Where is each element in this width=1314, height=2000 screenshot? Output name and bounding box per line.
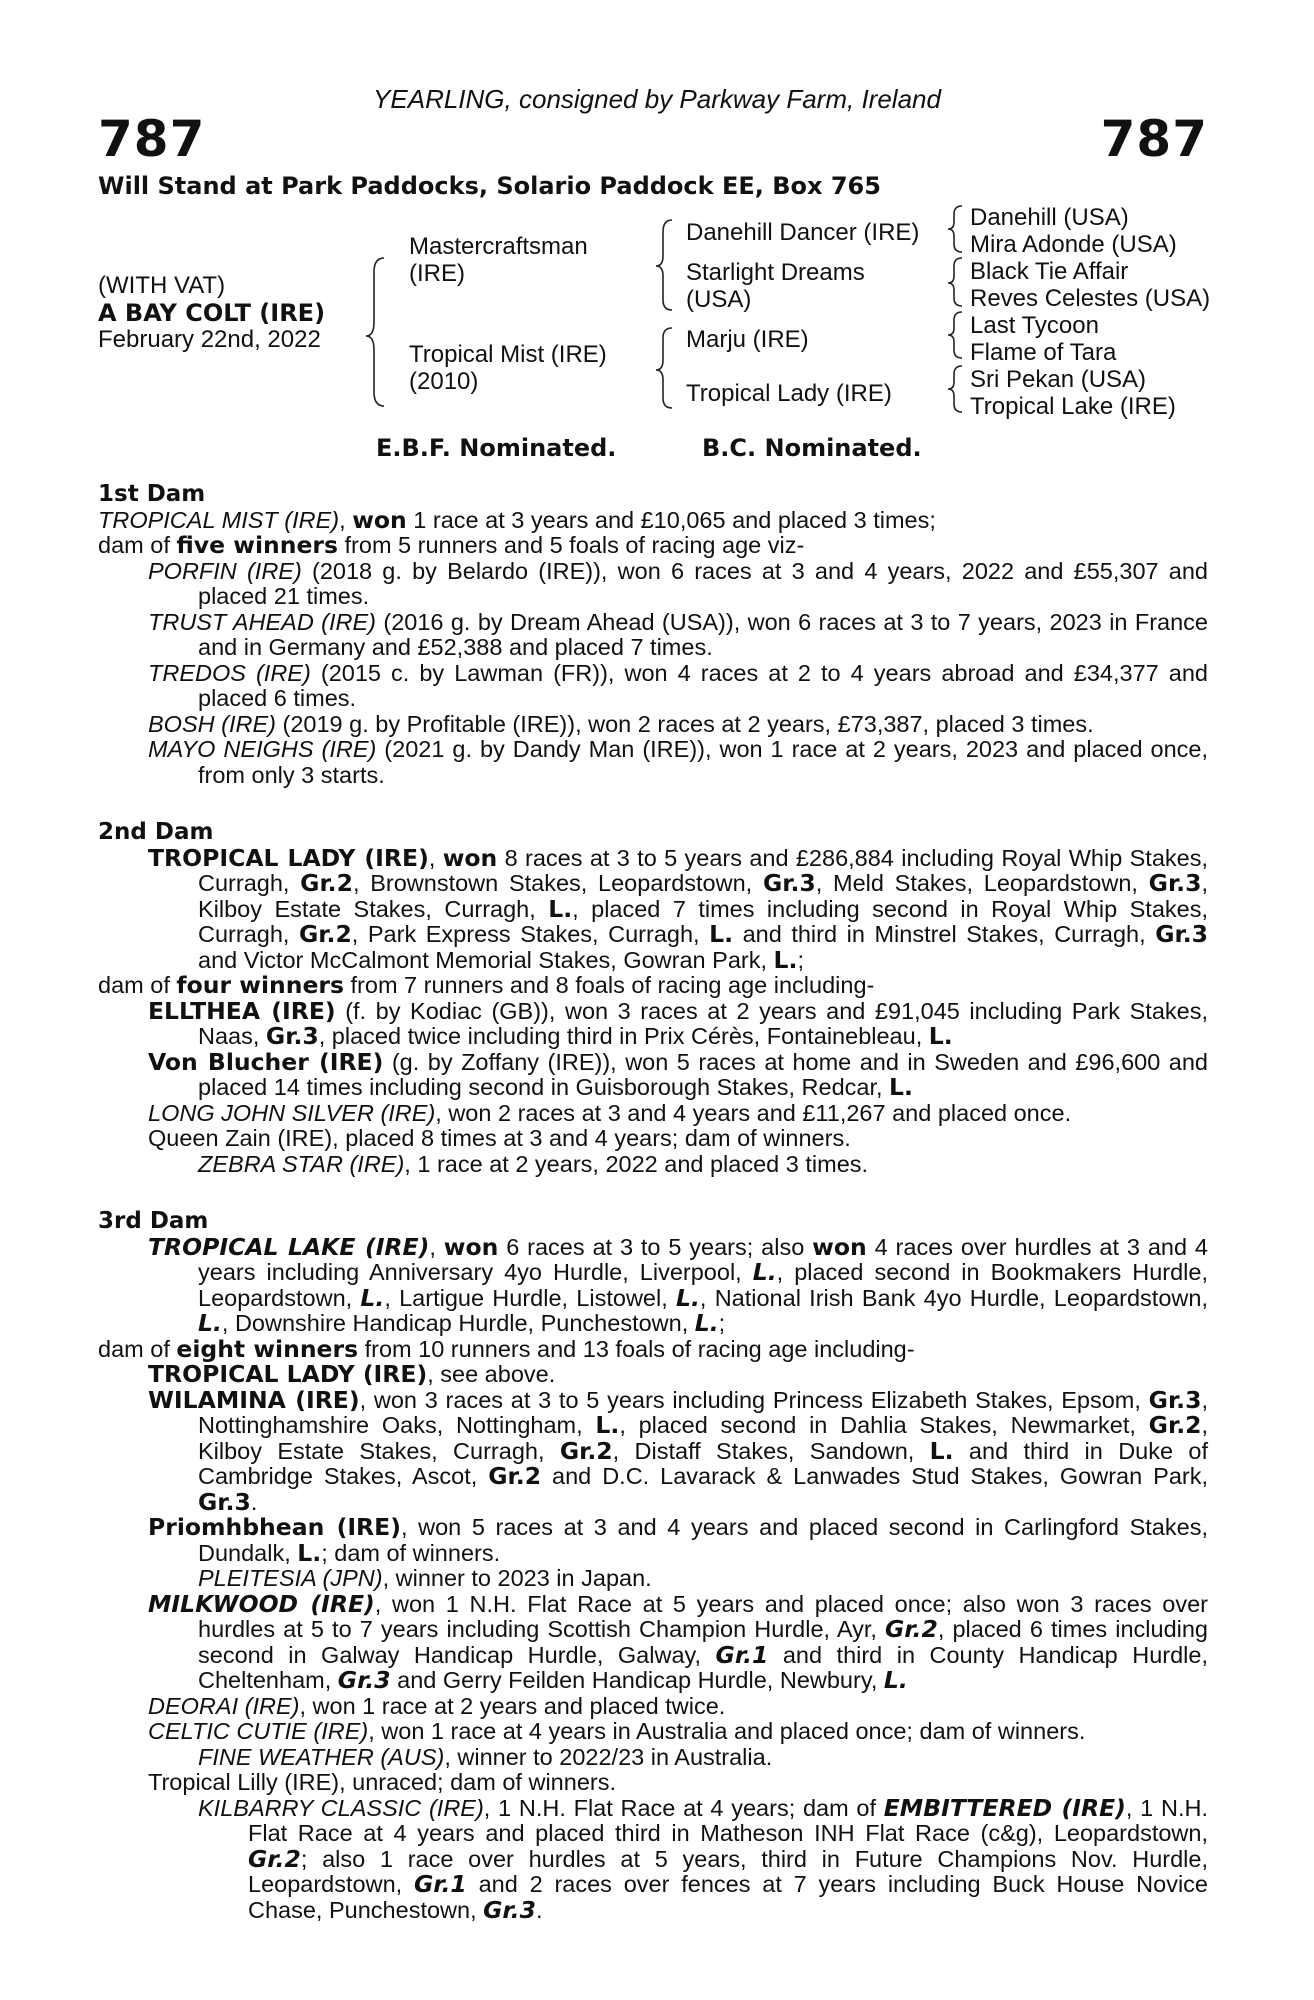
text: , Park Express Stakes, Curragh,	[351, 921, 710, 947]
grandproduce-fine-weather	[98, 1745, 1208, 1771]
produce-queen-zain: Queen Zain (IRE), placed 8 times at 3 and 4 years; dam of winners.	[148, 1125, 851, 1151]
second-dam-heading: 2nd Dam	[98, 819, 214, 845]
grandproduce-pleitesia	[98, 1566, 1208, 1592]
lot-number-right: 787	[1100, 110, 1208, 168]
grade: Gr.3	[483, 1895, 536, 1924]
text: (2018 g. by Belardo (IRE)), won 6 races at 3 and 4 years, 2022 and £55,307 and placed 21 times.	[198, 557, 1208, 609]
gen3-5: Last Tycoon	[970, 312, 1099, 339]
text: and Gerry Feilden Handicap Hurdle, Newbury,	[390, 1667, 884, 1693]
horse-name: ELLTHEA (IRE)	[148, 996, 336, 1025]
text: (f. by Kodiac (GB)), won 3 races at 2 years and £91,045 including Park Stakes, Naas,	[198, 997, 1208, 1049]
grade: Gr.2	[300, 869, 353, 897]
grade: L.	[198, 1309, 222, 1337]
produce-porfin	[98, 559, 1208, 610]
grade: Gr.2	[559, 1436, 613, 1465]
text: , won 3 races at 3 to 5 years including Princess Elizabeth Stakes, Epsom,	[359, 1386, 1149, 1413]
text: , Brownstown Stakes, Leopardstown,	[352, 870, 763, 896]
produce-mayo-neighs	[98, 737, 1208, 788]
first-dam-heading: 1st Dam	[98, 481, 206, 507]
text: , Downshire Handicap Hurdle, Punchestown,	[221, 1310, 695, 1336]
text: , winner to 2022/23 in Australia.	[444, 1743, 773, 1770]
grade: Gr.3	[762, 869, 816, 897]
text: , winner to 2023 in Japan.	[382, 1565, 652, 1591]
sire-name-suffix: (IRE)	[409, 260, 465, 287]
sire-sire: Danehill Dancer (IRE)	[686, 219, 920, 246]
sire-dam-suffix: (USA)	[686, 286, 752, 313]
produce-tredos	[98, 661, 1208, 712]
grade: Gr.2	[885, 1615, 938, 1643]
grade: Gr.2	[298, 920, 352, 948]
text: ,	[429, 1233, 444, 1260]
text: , Lartigue Hurdle, Listowel,	[384, 1284, 676, 1311]
gen2-upper-bracket	[656, 220, 672, 310]
horse-name: PORFIN (IRE)	[148, 557, 302, 584]
produce-ellthea	[98, 996, 1208, 1050]
text: , National Irish Bank 4yo Hurdle, Leopardstown,	[699, 1284, 1208, 1311]
text: (2019 g. by Profitable (IRE)), won 2 races at 2 years, £73,387, placed 3 times.	[275, 710, 1094, 737]
grade: Gr.3	[1155, 920, 1208, 948]
second-dam-record	[98, 843, 1209, 974]
ebf-nomination: E.B.F. Nominated.	[376, 434, 617, 462]
text: ; dam of winners.	[321, 1539, 501, 1566]
grade: Gr.3	[337, 1666, 391, 1694]
gen3-7: Sri Pekan (USA)	[970, 366, 1147, 393]
dam-sire: Marju (IRE)	[686, 326, 809, 353]
subject-name: A BAY COLT (IRE)	[98, 299, 326, 327]
dam-dam: Tropical Lady (IRE)	[686, 380, 892, 407]
grade: Gr.3	[198, 1487, 251, 1516]
won-text: won	[442, 843, 498, 872]
grade: Gr.1	[413, 1870, 467, 1898]
produce-priomhbhean	[98, 1515, 1208, 1566]
grade: L.	[929, 1436, 954, 1465]
horse-name: BOSH (IRE)	[148, 710, 276, 737]
won-text: won	[812, 1232, 867, 1261]
gen1-bracket	[366, 258, 384, 406]
text: , placed 6 times including second in Galway Handicap Hurdle, Galway,	[198, 1616, 1208, 1668]
grade: Gr.2	[248, 1844, 301, 1873]
sire-name: Mastercraftsman	[409, 233, 588, 260]
horse-name: KILBARRY CLASSIC (IRE)	[198, 1794, 484, 1821]
horse-name: FINE WEATHER (AUS)	[198, 1743, 445, 1770]
text: ;	[797, 946, 804, 973]
text: 1 race at 3 years and £10,065 and placed 3 times;	[406, 506, 936, 533]
produce-deorai	[98, 1694, 1208, 1720]
text: , 1 race at 2 years, 2022 and placed 3 times.	[404, 1150, 869, 1177]
horse-name: DEORAI (IRE)	[148, 1692, 300, 1719]
lot-number-left: 787	[98, 110, 206, 168]
text: dam of	[98, 532, 177, 558]
text: from 10 runners and 13 foals of racing age including-	[358, 1335, 915, 1362]
text: and 2 races over fences at 7 years including Buck House Novice Chase, Punchestown,	[248, 1871, 1208, 1923]
text: and Victor McCalmont Memorial Stakes, Gowran Park,	[198, 946, 774, 973]
grade: L.	[694, 1309, 719, 1337]
catalogue-body	[98, 482, 1208, 1923]
dam-name-text: TROPICAL MIST (IRE)	[98, 506, 340, 533]
gen3-brace-2	[948, 258, 962, 306]
produce-tropical-lady	[98, 1362, 1208, 1388]
text: (2016 g. by Dream Ahead (USA)), won 6 races at 3 to 7 years, 2023 in France and in Germany and £52,388 and placed 7 times.	[198, 608, 1208, 660]
bc-nomination: B.C. Nominated.	[702, 434, 922, 462]
text: , won 2 races at 3 and 4 years and £11,267 and placed once.	[435, 1099, 1072, 1126]
produce-tropical-lilly: Tropical Lilly (IRE), unraced; dam of winners.	[148, 1769, 616, 1795]
horse-name: EMBITTERED (IRE)	[883, 1793, 1126, 1822]
text: (g. by Zoffany (IRE)), won 5 races at home and in Sweden and £96,600 and placed 14 times including second in Guisborough Stakes, Redcar,	[198, 1048, 1208, 1100]
grade: L.	[883, 1666, 908, 1694]
text: (2015 c. by Lawman (FR)), won 4 races at 2 to 4 years abroad and £34,377 and placed 6 times.	[198, 659, 1209, 711]
text: dam of	[98, 1335, 177, 1362]
first-dam-produce-line	[98, 533, 1208, 559]
text: ,	[339, 506, 353, 533]
horse-name: Priomhbhean (IRE)	[148, 1513, 401, 1541]
text: 4 races over hurdles at 3 and 4 years including Anniversary 4yo Hurdle, Liverpool,	[198, 1233, 1208, 1285]
vat-note: (WITH VAT)	[98, 272, 226, 299]
text: ,	[428, 844, 443, 871]
grade: L.	[595, 1411, 620, 1439]
text: from 5 runners and 5 foals of racing age viz-	[337, 532, 805, 558]
produce-long-john-silver	[98, 1101, 1208, 1127]
text: , placed 7 times including second in Royal Whip Stakes, Curragh,	[198, 895, 1209, 947]
won-text: won	[352, 505, 407, 534]
gen2-lower-bracket	[656, 328, 672, 408]
horse-name: WILAMINA (IRE)	[148, 1385, 360, 1414]
text: , Distaff Stakes, Sandown,	[612, 1437, 930, 1464]
grade: Gr.2	[488, 1462, 542, 1490]
grade: L.	[752, 1258, 777, 1286]
winners-count: five winners	[176, 531, 338, 559]
grade: L.	[676, 1283, 700, 1312]
grade: L.	[889, 1073, 913, 1101]
text: ; also 1 race over hurdles at 5 years, third in Future Champions Nov. Hurdle, Leopardstown,	[248, 1845, 1208, 1897]
grade: Gr.3	[265, 1022, 319, 1050]
text: , Nottinghamshire Oaks, Nottingham,	[198, 1386, 1208, 1438]
grandproduce-kilbarry-classic	[98, 1793, 1208, 1924]
gen3-4: Reves Celestes (USA)	[970, 285, 1211, 312]
horse-name: ZEBRA STAR (IRE)	[198, 1150, 405, 1177]
dam-year: (2010)	[409, 368, 479, 395]
text: from 7 runners and 8 foals of racing age including-	[344, 972, 875, 998]
text: , won 1 N.H. Flat Race at 5 years and placed once; also won 3 races over hurdles at 5 to 7 years including Scottish Champion Hurdle, Ayr,	[198, 1590, 1208, 1642]
text: (2021 g. by Dandy Man (IRE)), won 1 race at 2 years, 2023 and placed once, from only 3 starts.	[198, 736, 1208, 788]
produce-von-blucher	[98, 1047, 1208, 1101]
text: dam of	[98, 972, 177, 998]
text: , 1 N.H. Flat Race at 4 years and placed third in Matheson INH Flat Race (c&g), Leopardstown,	[248, 1794, 1208, 1846]
winners-count: four winners	[176, 971, 344, 999]
grade: L.	[548, 894, 573, 923]
first-dam-record	[98, 505, 1208, 534]
text: , placed twice including third in Prix Cérès, Fontainebleau,	[318, 1023, 929, 1049]
produce-celtic-cutie	[98, 1719, 1208, 1745]
text: ;	[718, 1310, 726, 1336]
gen3-1: Danehill (USA)	[970, 204, 1129, 231]
subject-foaled: February 22nd, 2022	[98, 326, 321, 353]
grade: Gr.3	[1148, 1385, 1202, 1414]
gen3-brace-4	[948, 366, 962, 412]
consignor-line: YEARLING, consigned by Parkway Farm, Ireland	[373, 84, 941, 114]
grandproduce-zebra-star	[98, 1152, 1208, 1178]
text: , Kilboy Estate Stakes, Curragh,	[198, 870, 1208, 922]
text: , placed second in Dahlia Stakes, Newmarket,	[619, 1412, 1149, 1438]
text: and third in Duke of Cambridge Stakes, Ascot,	[198, 1437, 1209, 1489]
text: , won 1 race at 4 years in Australia and placed once; dam of winners.	[368, 1718, 1086, 1744]
gen3-2: Mira Adonde (USA)	[970, 231, 1177, 258]
grade: Gr.1	[715, 1640, 769, 1669]
text: and D.C. Lavarack & Lanwades Stud Stakes, Gowran Park,	[541, 1463, 1209, 1489]
horse-name: TROPICAL LADY (IRE)	[148, 843, 429, 872]
horse-name: MILKWOOD (IRE)	[148, 1589, 375, 1618]
text: and third in Minstrel Stakes, Curragh,	[733, 921, 1156, 947]
gen3-3: Black Tie Affair	[970, 258, 1129, 285]
horse-name: TROPICAL LAKE (IRE)	[148, 1232, 430, 1261]
grade: L.	[773, 945, 798, 974]
grade: L.	[709, 920, 734, 948]
produce-wilamina	[98, 1385, 1209, 1516]
horse-name: CELTIC CUTIE (IRE)	[148, 1718, 369, 1744]
grade: L.	[360, 1283, 385, 1312]
text: , see above.	[427, 1361, 556, 1387]
horse-name: PLEITESIA (JPN)	[198, 1565, 383, 1591]
text: , won 1 race at 2 years and placed twice.	[299, 1692, 726, 1719]
horse-name: TROPICAL LADY (IRE)	[148, 1360, 428, 1388]
produce-trust-ahead	[98, 610, 1208, 661]
horse-name: LONG JOHN SILVER (IRE)	[148, 1099, 436, 1126]
third-dam-record	[98, 1232, 1208, 1337]
gen3-brace-3	[948, 312, 962, 358]
sire-dam: Starlight Dreams	[686, 259, 865, 286]
stand-line: Will Stand at Park Paddocks, Solario Paddock EE, Box 765	[98, 172, 881, 200]
text: .	[250, 1488, 258, 1515]
dam-name: Tropical Mist (IRE)	[409, 341, 607, 368]
horse-name: TRUST AHEAD (IRE)	[148, 608, 376, 635]
grade: Gr.3	[1148, 869, 1202, 897]
produce-milkwood	[98, 1589, 1208, 1694]
text: and third in County Handicap Hurdle, Cheltenham,	[198, 1641, 1208, 1693]
text: , Kilboy Estate Stakes, Curragh,	[198, 1412, 1209, 1464]
text: , placed second in Bookmakers Hurdle, Leopardstown,	[198, 1259, 1208, 1311]
gen3-brace-1	[948, 206, 962, 252]
text: , Meld Stakes, Leopardstown,	[815, 870, 1149, 896]
grade: L.	[928, 1022, 953, 1050]
horse-name: MAYO NEIGHS (IRE)	[148, 736, 377, 762]
horse-name: Von Blucher (IRE)	[148, 1047, 384, 1076]
grade: L.	[297, 1538, 322, 1567]
third-dam-produce-line	[98, 1334, 1208, 1363]
produce-bosh	[98, 712, 1208, 738]
text: .	[535, 1896, 543, 1923]
text: , won 5 races at 3 and 4 years and placed second in Carlingford Stakes, Dundalk,	[198, 1514, 1208, 1566]
grade: Gr.2	[1148, 1411, 1202, 1439]
winners-count: eight winners	[176, 1334, 359, 1363]
gen3-8: Tropical Lake (IRE)	[970, 393, 1176, 420]
text: , 1 N.H. Flat Race at 4 years; dam of	[483, 1794, 884, 1821]
gen3-6: Flame of Tara	[970, 339, 1117, 366]
second-dam-produce-line	[98, 973, 1208, 999]
text: 6 races at 3 to 5 years; also	[498, 1233, 813, 1260]
third-dam-heading: 3rd Dam	[98, 1208, 209, 1234]
won-text: won	[443, 1232, 499, 1261]
text: 8 races at 3 to 5 years and £286,884 including Royal Whip Stakes, Curragh,	[198, 844, 1208, 896]
horse-name: TREDOS (IRE)	[148, 659, 311, 686]
